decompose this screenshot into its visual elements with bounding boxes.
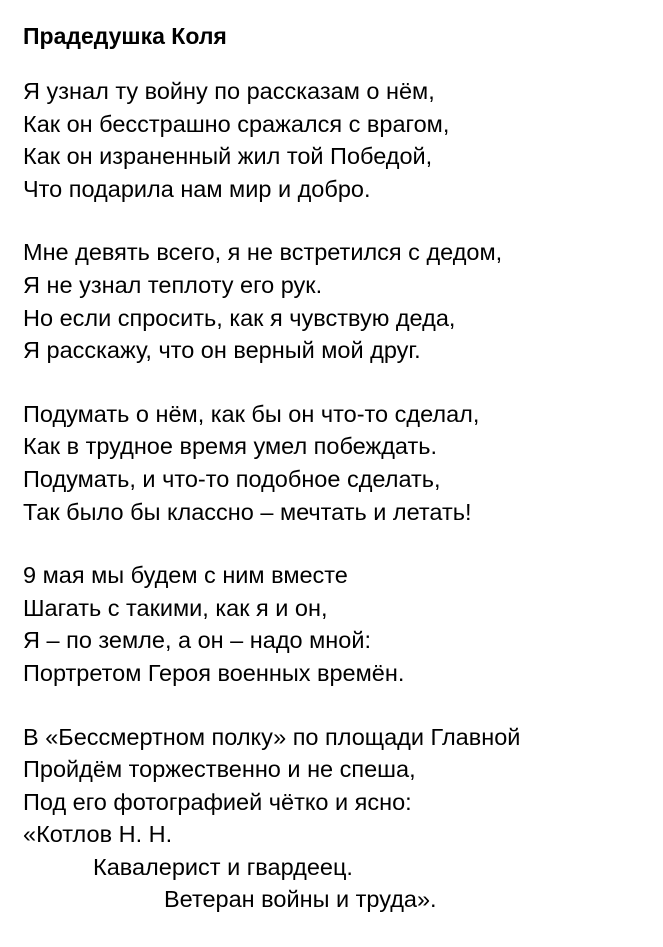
poem-line: Я расскажу, что он верный мой друг. [23, 337, 421, 364]
poem-line: Пройдём торжественно и не спеша, [23, 756, 416, 783]
stanza-1 [23, 75, 653, 205]
poem-line: В «Бессмертном полку» по площади Главной [23, 723, 521, 750]
poem-line: Я узнал ту войну по рассказам о нём, [23, 78, 435, 104]
stanza-3 [23, 398, 653, 528]
poem-line: Я не узнал теплоту его рук. [23, 271, 323, 298]
poem-line: Я – по земле, а он – надо мной: [23, 627, 371, 654]
poem-line: Подумать о нём, как бы он что-то сделал, [23, 400, 480, 427]
poem-line: Портретом Героя военных времён. [23, 659, 405, 686]
poem-line: «Котлов Н. Н. [23, 821, 173, 848]
poem-line: Подумать, и что-то подобное сделать, [23, 465, 441, 492]
stanza-4 [23, 559, 653, 689]
poem-line-indented: Кавалерист и гвардеец. [93, 853, 353, 880]
poem-line: Как в трудное время умел побеждать. [23, 433, 438, 460]
poem-line: Под его фотографией чётко и ясно: [23, 788, 412, 815]
poem-line: Что подарила нам мир и добро. [23, 175, 371, 202]
poem-line: 9 мая мы будем с ним вместе [23, 562, 348, 589]
poem-line: Так было бы классно – мечтать и летать! [23, 498, 472, 525]
poem-title: Прадедушка Коля [23, 23, 227, 49]
poem-line: Но если спросить, как я чувствую деда, [23, 304, 456, 331]
poem-line: Шагать с такими, как я и он, [23, 594, 328, 621]
poem-line: Как он бесстрашно сражался с врагом, [23, 110, 450, 137]
poem-line: Мне девять всего, я не встретился с дедом, [23, 239, 503, 266]
poem-line: Как он израненный жил той Победой, [23, 143, 433, 170]
poem-line-indented: Ветеран войны и труда». [164, 886, 437, 913]
stanza-5 [23, 721, 653, 917]
poem-page [23, 20, 653, 947]
stanza-2 [23, 236, 653, 366]
